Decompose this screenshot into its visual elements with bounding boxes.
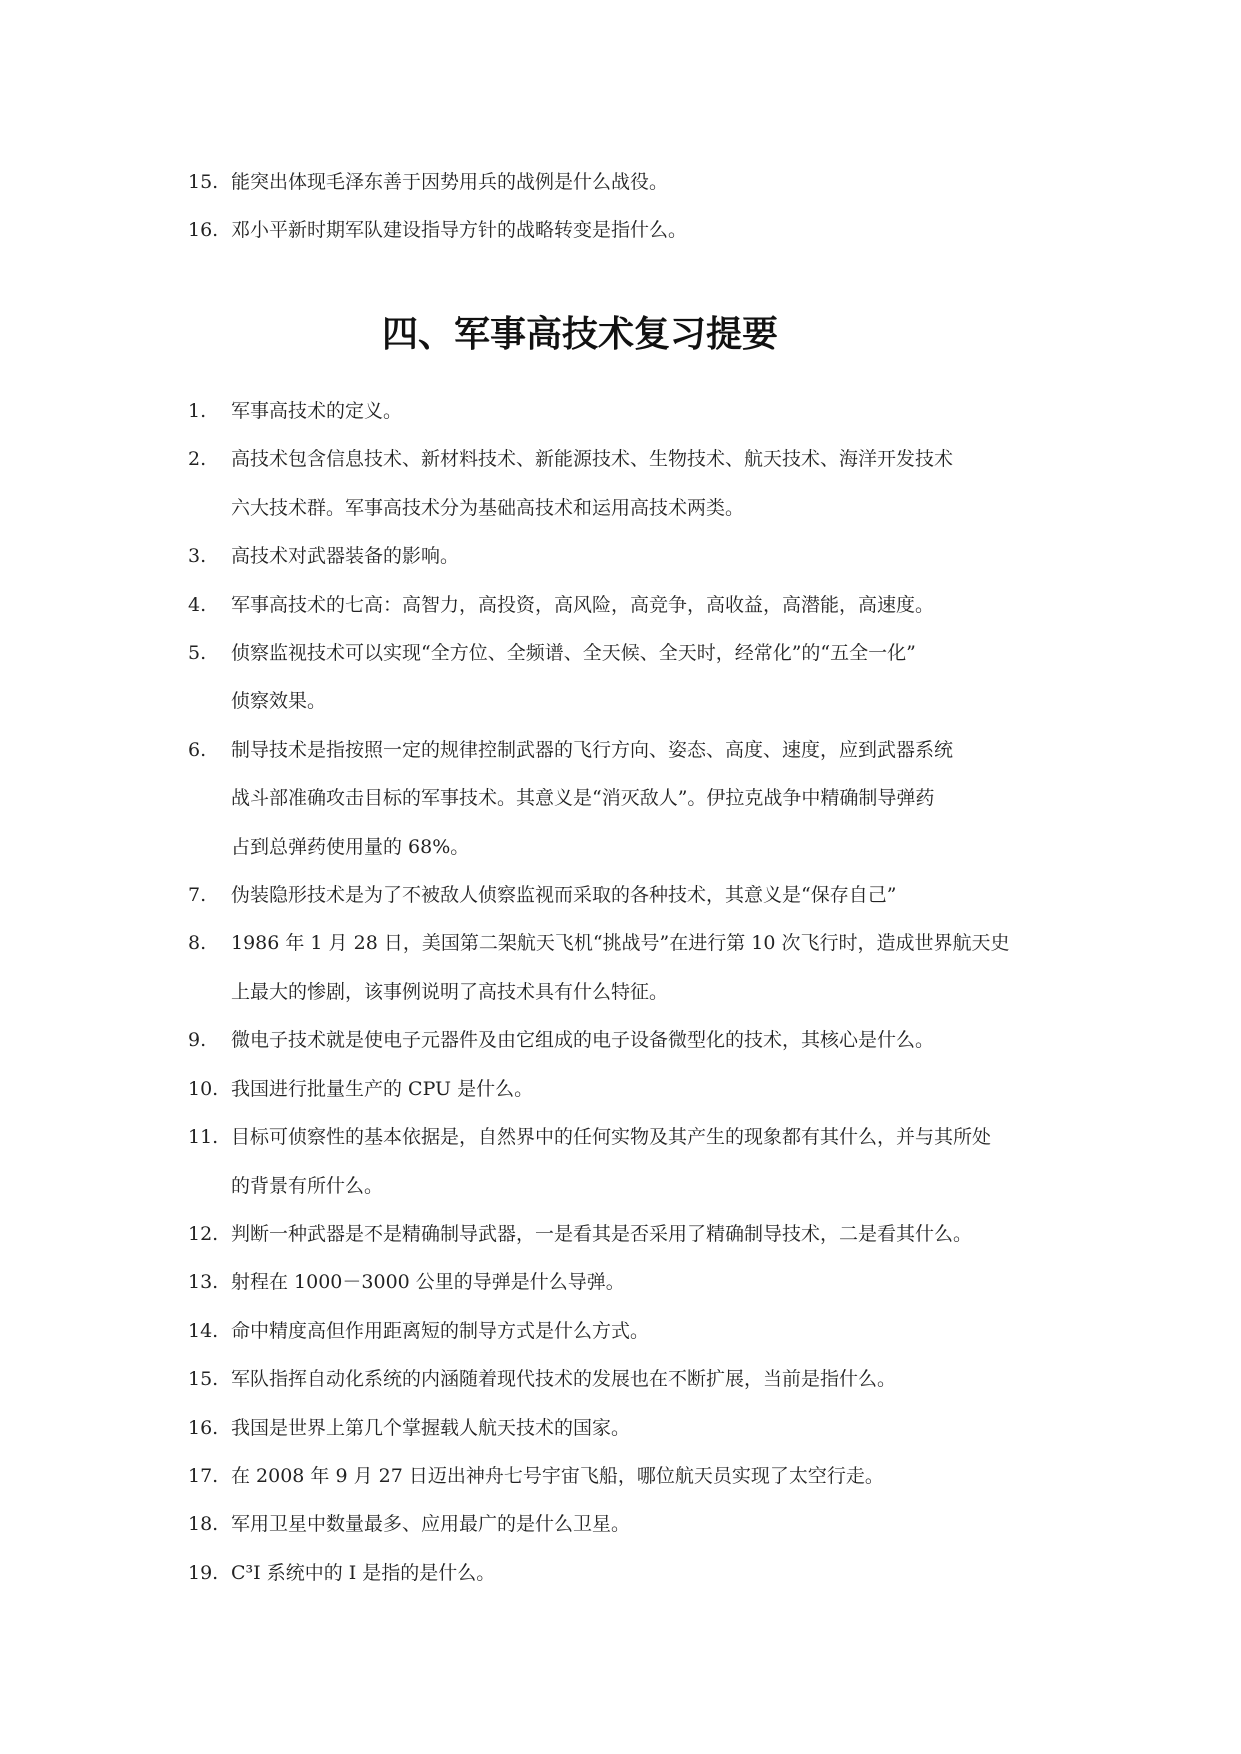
item-number: 7. [188,884,207,907]
list-item [188,1016,1108,1064]
list-item [188,1113,1108,1210]
item-text: 制导技术是指按照一定的规律控制武器的飞行方向、姿态、高度、速度，应到武器系统 [231,738,954,761]
item-number: 8. [188,932,207,955]
item-text: 我国进行批量生产的 CPU 是什么。 [231,1077,534,1100]
item-number: 12. [188,1222,219,1245]
item-number: 14. [188,1319,219,1342]
item-text: 侦察效果。 [231,690,327,713]
item-number: 2. [188,448,207,471]
item-text: 军用卫星中数量最多、应用最广的是什么卫星。 [231,1513,631,1536]
item-number: 15. [188,1368,219,1391]
item-text: 战斗部准确攻击目标的军事技术。其意义是“消灭敌人”。伊拉克战争中精确制导弹药 [231,787,935,810]
list-item [188,532,1108,580]
item-text: 邓小平新时期军队建设指导方针的战略转变是指什么。 [231,219,688,242]
list-item [188,629,1108,726]
list-item [188,158,1108,206]
list-item [188,1065,1108,1113]
item-number: 16. [188,219,219,242]
item-number: 13. [188,1271,219,1294]
item-number: 1. [188,400,207,422]
item-text: 1986 年 1 月 28 日，美国第二架航天飞机“挑战号”在进行第 10 次飞行时，造成世界航天史 [231,932,1010,955]
list-item [188,871,1108,919]
item-text: 高技术包含信息技术、新材料技术、新能源技术、生物技术、航天技术、海洋开发技术 [231,448,954,471]
item-number: 6. [188,738,207,761]
item-number: 4. [188,593,207,616]
item-text: 上最大的惨剧，该事例说明了高技术具有什么特征。 [231,980,669,1003]
item-text: 军队指挥自动化系统的内涵随着现代技术的发展也在不断扩展，当前是指什么。 [231,1368,897,1391]
list-item [188,726,1108,871]
list-item [188,1210,1108,1258]
list-item [188,1258,1108,1306]
list-item [188,1500,1108,1548]
list-item [188,387,1108,435]
item-text: 伪装隐形技术是为了不被敌人侦察监视而采取的各种技术，其意义是“保存自己” [231,884,897,907]
list-item [188,1355,1108,1403]
item-text: 命中精度高但作用距离短的制导方式是什么方式。 [231,1319,650,1342]
item-text: 目标可侦察性的基本依据是，自然界中的任何实物及其产生的现象都有其什么，并与其所处 [231,1126,992,1149]
item-number: 10. [188,1077,219,1100]
list-item [188,206,1108,254]
list-item [188,581,1108,629]
item-text: 射程在 1000－3000 公里的导弹是什么导弹。 [231,1271,625,1294]
item-number: 19. [188,1561,219,1584]
item-text: 判断一种武器是不是精确制导武器，一是看其是否采用了精确制导技术，二是看其什么。 [231,1222,973,1245]
item-number: 9. [188,1029,207,1052]
item-text: C³I 系统中的 I 是指的是什么。 [231,1561,496,1584]
list-item [188,1452,1108,1500]
item-text: 能突出体现毛泽东善于因势用兵的战例是什么战役。 [231,171,669,193]
list-item [188,1404,1108,1452]
item-text: 侦察监视技术可以实现“全方位、全频谱、全天候、全天时，经常化”的“五全一化” [231,642,916,665]
item-text: 军事高技术的七高：高智力，高投资，高风险，高竞争，高收益，高潜能，高速度。 [231,593,935,616]
item-number: 5. [188,642,207,665]
item-text: 军事高技术的定义。 [231,400,403,422]
review-question-list [188,387,1108,1597]
section-title: 四、军事高技术复习提要 [381,313,778,355]
item-number: 16. [188,1416,219,1439]
item-number: 17. [188,1464,219,1487]
list-item [188,1307,1108,1355]
item-text: 我国是世界上第几个掌握载人航天技术的国家。 [231,1416,631,1439]
previous-question-list [188,158,1108,255]
item-number: 15. [188,171,219,193]
item-text: 六大技术群。军事高技术分为基础高技术和运用高技术两类。 [231,496,745,519]
item-number: 11. [188,1126,219,1149]
item-number: 18. [188,1513,219,1536]
list-item [188,919,1108,1016]
list-item [188,435,1108,532]
item-text: 高技术对武器装备的影响。 [231,545,460,568]
item-text: 占到总弹药使用量的 68%。 [231,835,470,858]
item-text: 的背景有所什么。 [231,1174,384,1197]
item-text: 微电子技术就是使电子元器件及由它组成的电子设备微型化的技术，其核心是什么。 [231,1029,935,1052]
list-item [188,1549,1108,1597]
item-text: 在 2008 年 9 月 27 日迈出神舟七号宇宙飞船，哪位航天员实现了太空行走。 [231,1464,884,1487]
item-number: 3. [188,545,207,568]
